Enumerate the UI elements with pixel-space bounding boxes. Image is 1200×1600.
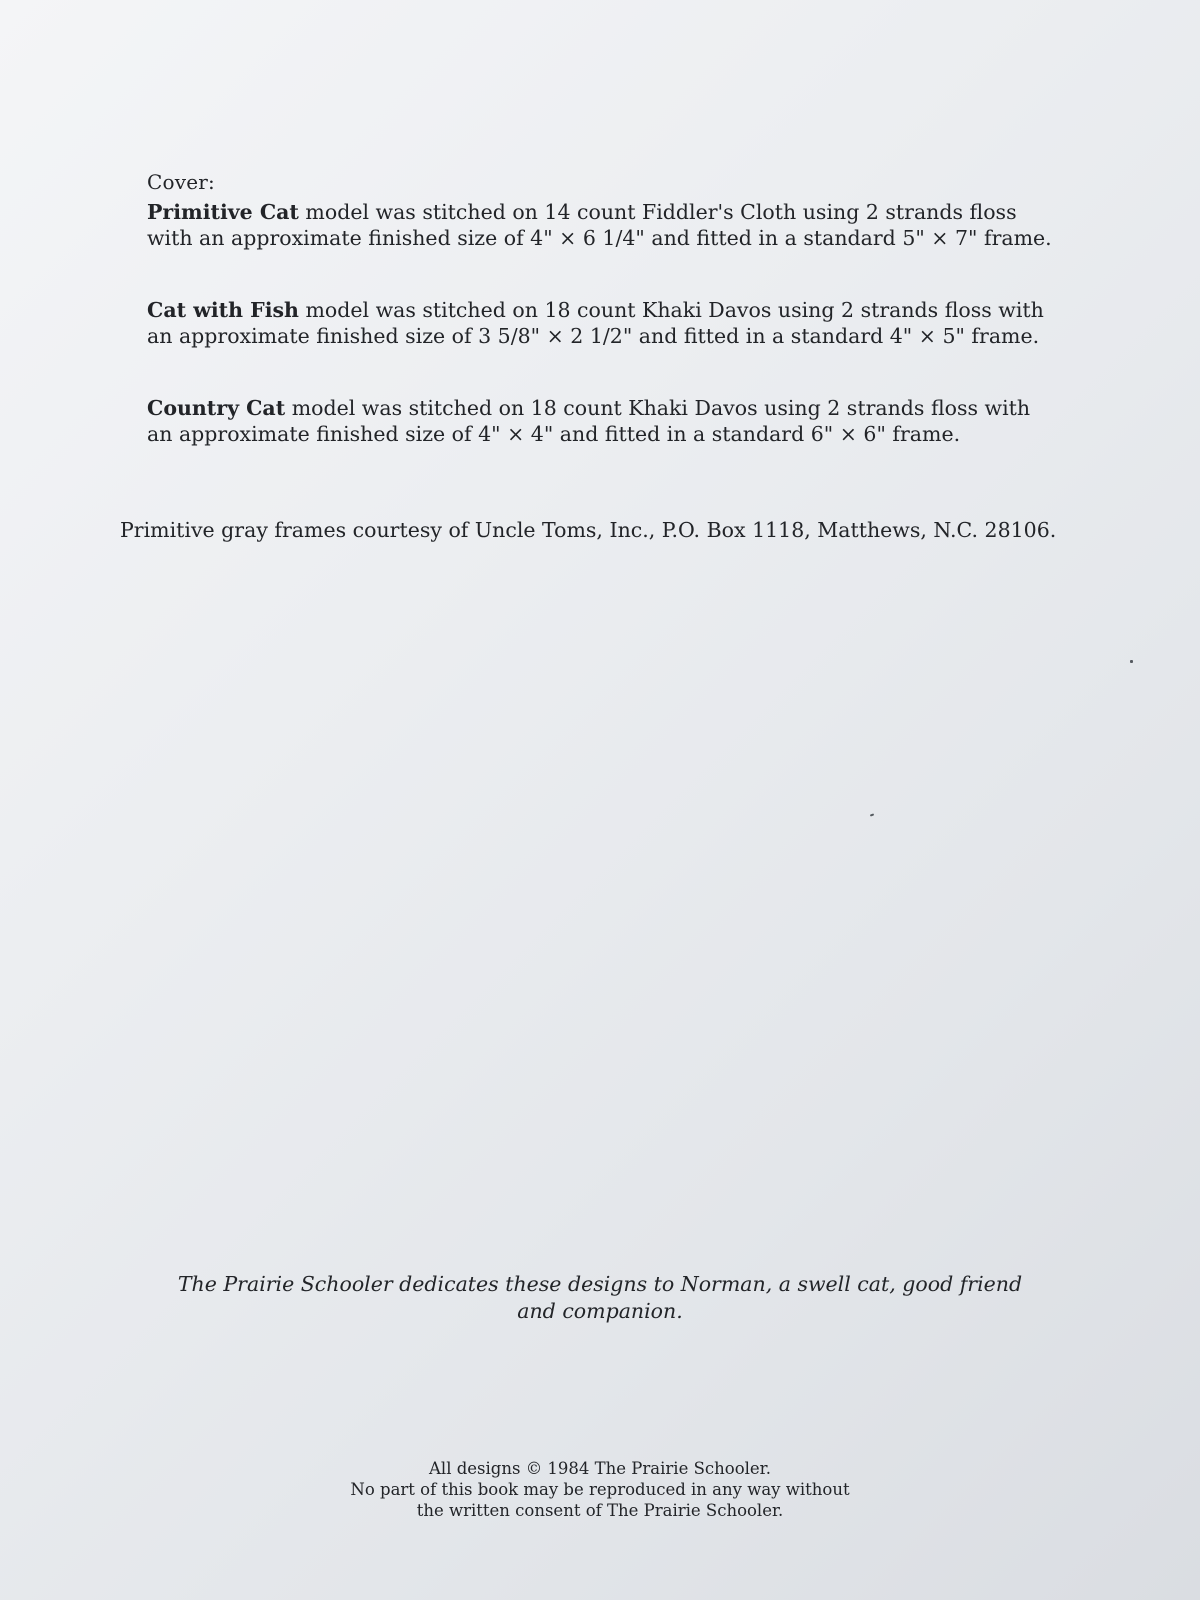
- copyright-notice: [300, 1458, 900, 1521]
- entry-name: Cat with Fish: [147, 298, 299, 322]
- entry-name: Country Cat: [147, 396, 286, 420]
- copyright-line-1: All designs © 1984 The Prairie Schooler.: [429, 1459, 771, 1478]
- copyright-line-3: the written consent of The Prairie Schooler.: [416, 1501, 784, 1520]
- dedication: [130, 1271, 1070, 1325]
- dedication-line-2: and companion.: [517, 1299, 683, 1323]
- entry-line-2: with an approximate finished size of 4" × 6 1/4" and fitted in a standard 5" × 7" frame.: [147, 226, 1052, 250]
- frames-credit: Primitive gray frames courtesy of Uncle Toms, Inc., P.O. Box 1118, Matthews, N.C. 28106.: [120, 518, 1057, 542]
- entry-text: model was stitched on 18 count Khaki Davos using 2 strands floss with: [285, 396, 1031, 420]
- entry-text: model was stitched on 14 count Fiddler's Cloth using 2 strands floss: [298, 200, 1017, 224]
- paper-speck: [1130, 660, 1133, 663]
- entry-text: model was stitched on 18 count Khaki Davos using 2 strands floss with: [298, 298, 1044, 322]
- entry-line-1: [147, 199, 1067, 225]
- entry-name: Primitive Cat: [147, 200, 299, 224]
- cover-label: Cover:: [147, 170, 215, 194]
- dedication-line-1: The Prairie Schooler dedicates these designs to Norman, a swell cat, good friend: [177, 1272, 1023, 1296]
- entry-cat-with-fish: [147, 297, 1067, 349]
- copyright-line-2: No part of this book may be reproduced in any way without: [350, 1480, 850, 1499]
- entry-primitive-cat: [147, 199, 1067, 251]
- entry-country-cat: [147, 395, 1067, 447]
- entry-line-2: an approximate finished size of 4" × 4" and fitted in a standard 6" × 6" frame.: [147, 422, 961, 446]
- paper-speck: [870, 813, 874, 816]
- entry-line-2: an approximate finished size of 3 5/8" × 2 1/2" and fitted in a standard 4" × 5" frame.: [147, 324, 1040, 348]
- entry-line-1: [147, 297, 1067, 323]
- entry-line-1: [147, 395, 1067, 421]
